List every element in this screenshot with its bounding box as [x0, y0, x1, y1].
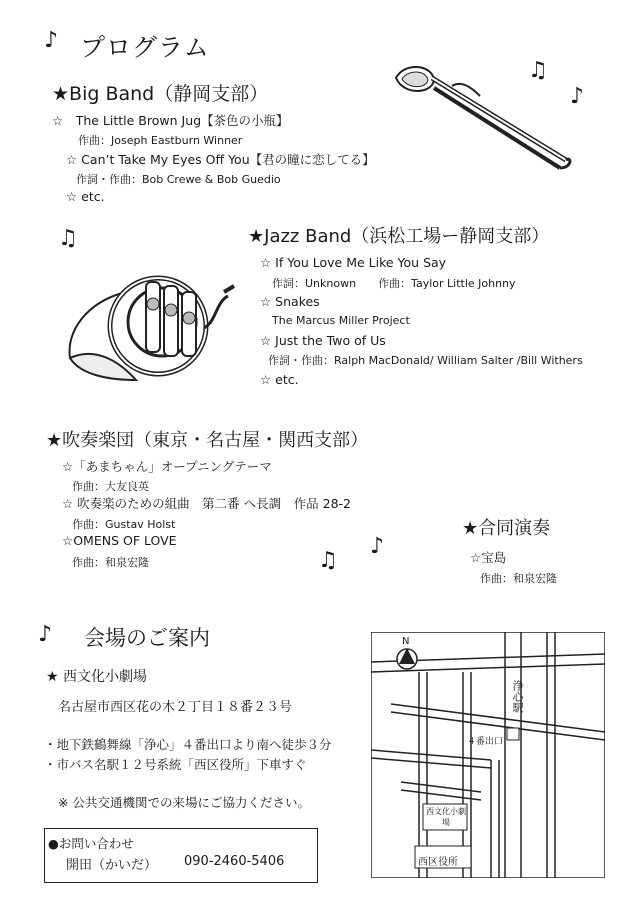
music-note-icon: ♪	[570, 84, 585, 109]
bigband-item-credit: 作曲：Joseph Eastburn Winner	[78, 134, 243, 147]
bigband-item-title: ☆ The Little Brown Jug【茶色の小瓶】	[52, 113, 289, 128]
north-label: N	[402, 636, 410, 647]
access-map	[371, 632, 605, 878]
venue-notice: ※ 公共交通機関での来場にご協力ください。	[58, 795, 310, 810]
music-note-icon: ♪	[44, 28, 59, 53]
joint-item-credit: 作曲：和泉宏隆	[480, 572, 557, 585]
windband-item-title: ☆「あまちゃん」オープニングテーマ	[62, 459, 272, 474]
windband-heading: ★吹奏楽団（東京・名古屋・関西支部）	[46, 430, 369, 451]
music-notes-icon: ♫	[58, 226, 78, 251]
jazzband-item-credit: The Marcus Miller Project	[272, 314, 410, 327]
venue-title: 会場のご案内	[84, 626, 210, 650]
french-horn-icon	[66, 262, 238, 384]
joint-heading: ★合同演奏	[462, 518, 551, 539]
contact-phone[interactable]: 090-2460-5406	[184, 854, 285, 869]
jazzband-item-title: ☆ Snakes	[260, 294, 320, 309]
venue-name: ★ 西文化小劇場	[46, 669, 148, 685]
jazzband-etc: ☆ etc.	[260, 372, 299, 387]
joint-item-title: ☆宝島	[470, 550, 507, 565]
windband-item-credit: 作曲：大友良英	[72, 480, 149, 493]
contact-name: 開田（かいだ）	[66, 858, 158, 873]
program-title: プログラム	[80, 33, 210, 62]
bigband-item-title: ☆ Can’t Take My Eyes Off You【君の瞳に恋してる】	[66, 152, 375, 167]
theater-label: 西文化小劇場	[426, 807, 466, 827]
access-line: ・市バス名駅１２号系統「西区役所」下車すぐ	[44, 757, 307, 772]
music-note-icon: ♪	[370, 534, 385, 559]
bigband-item-credit: 作詞・作曲：Bob Crewe & Bob Guedio	[76, 173, 281, 186]
jazzband-heading: ★Jazz Band（浜松工場ー静岡支部）	[248, 226, 550, 247]
windband-item-credit: 作曲：Gustav Holst	[72, 518, 176, 531]
music-note-icon: ♪	[38, 622, 53, 647]
music-notes-icon: ♫	[318, 548, 338, 573]
contact-label: ●お問い合わせ	[48, 836, 134, 851]
jazzband-item-credit: 作詞・作曲：Ralph MacDonald/ William Salter /Bill Withers	[268, 354, 583, 367]
jazzband-item-title: ☆ Just the Two of Us	[260, 333, 386, 348]
access-line: ・地下鉄鶴舞線「浄心」４番出口より南へ徒歩３分	[44, 737, 332, 752]
venue-address: 名古屋市西区花の木２丁目１８番２３号	[58, 700, 293, 715]
music-notes-icon: ♫	[528, 58, 548, 83]
jazzband-item-credit: 作詞：Unknown 作曲：Taylor Little Johnny	[272, 277, 516, 290]
bigband-heading: ★Big Band（静岡支部）	[52, 83, 269, 105]
jazzband-item-title: ☆ If You Love Me Like You Say	[260, 255, 447, 270]
station-label: 浄心駅	[511, 680, 524, 713]
windband-item-title: ☆ 吹奏楽のための組曲 第二番 へ長調 作品 28-2	[62, 496, 351, 511]
windband-item-credit: 作曲：和泉宏隆	[72, 556, 149, 569]
windband-item-title: ☆OMENS OF LOVE	[62, 533, 177, 548]
bigband-etc: ☆ etc.	[66, 189, 105, 204]
exit-label: ４番出口	[467, 737, 504, 747]
ward-office-label: 西区役所	[418, 857, 458, 868]
